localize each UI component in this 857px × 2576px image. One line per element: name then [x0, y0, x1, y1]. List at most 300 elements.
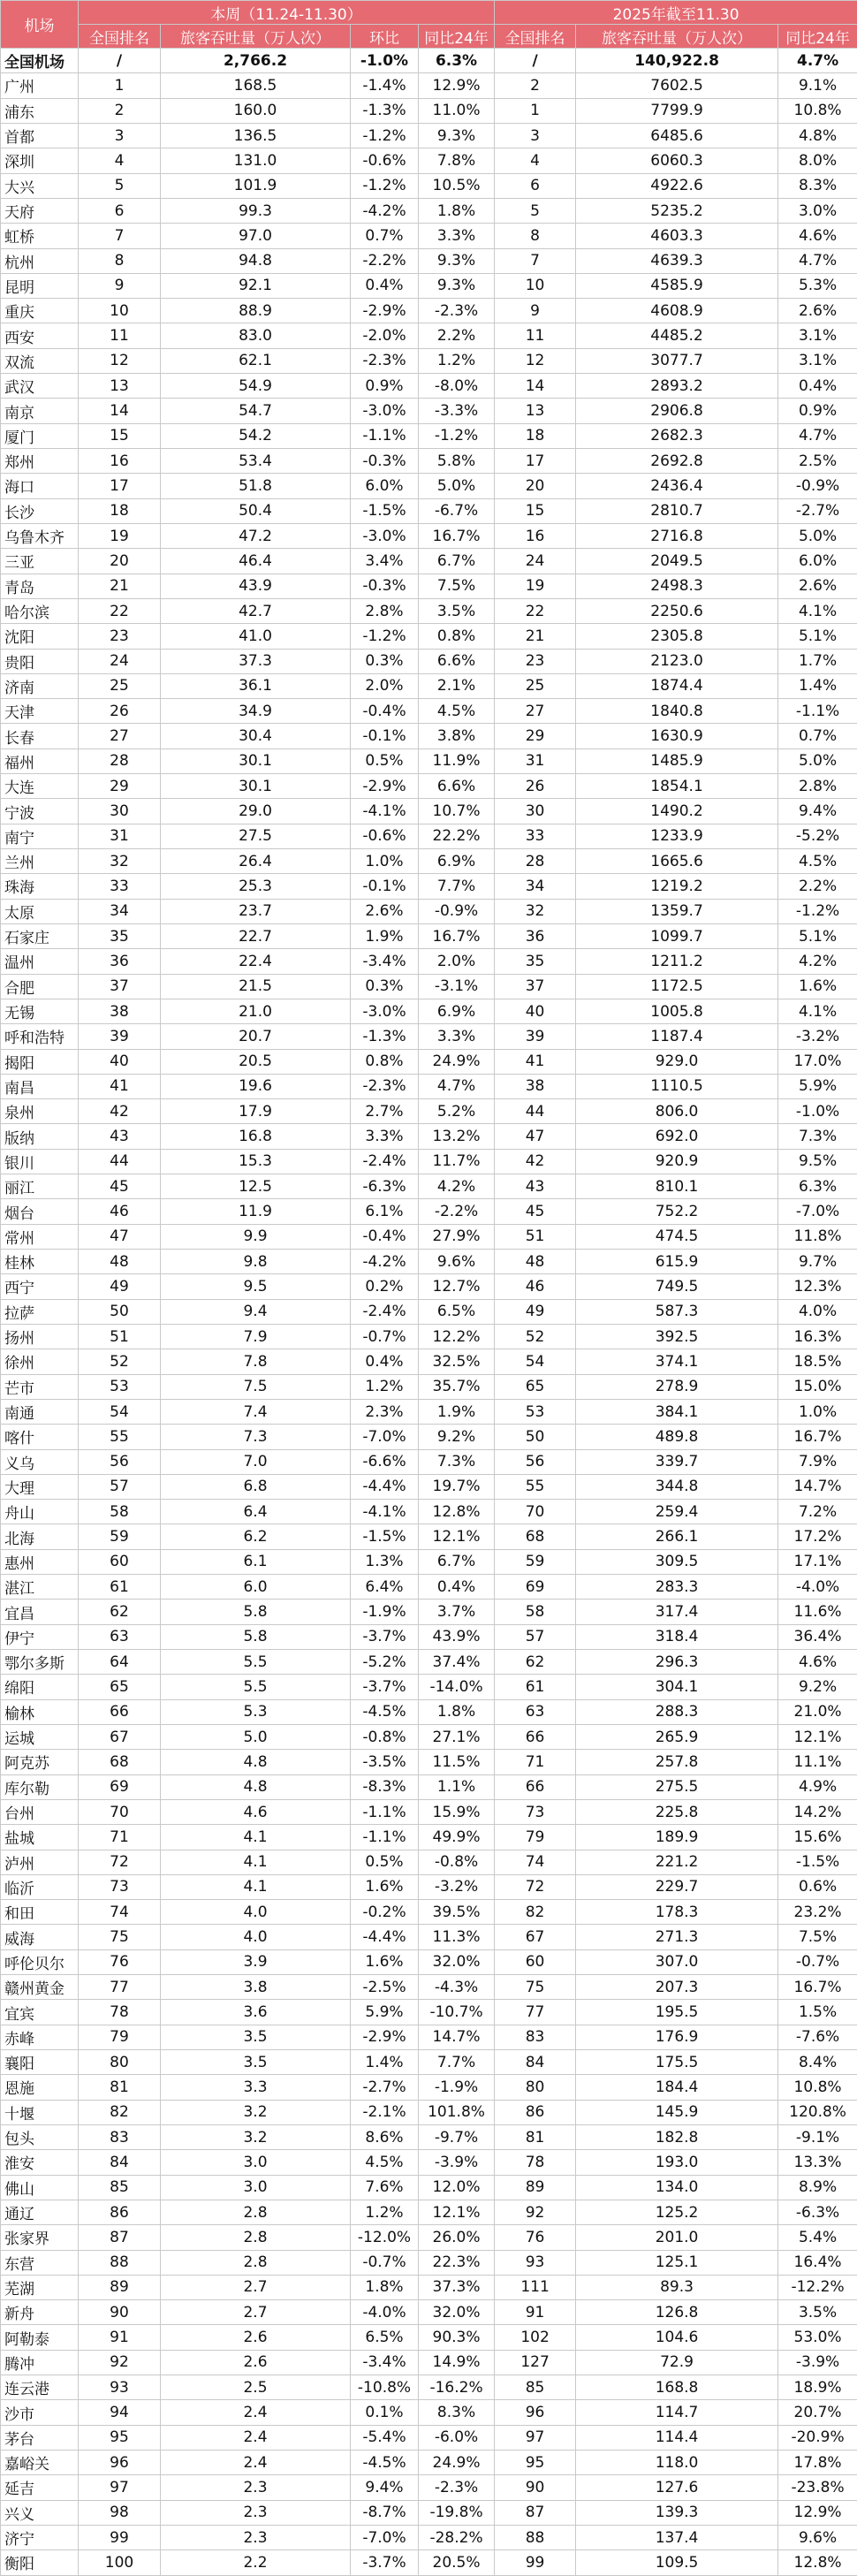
table-row — [1, 1349, 857, 1374]
table-row — [1, 2550, 857, 2575]
table-row — [1, 224, 857, 248]
week-yoy-cell: 1.2% — [419, 348, 495, 373]
week-wow-cell: -1.2% — [351, 123, 419, 148]
airport-name-cell: 芒市 — [1, 1374, 79, 1399]
ytd-yoy-cell: -2.7% — [778, 498, 857, 523]
table-row — [1, 1850, 857, 1874]
header-week-throughput: 旅客吞吐量（万人次） — [161, 25, 351, 49]
week-wow-cell: 1.6% — [351, 1949, 419, 1974]
week-wow-cell: -3.0% — [351, 399, 419, 423]
week-wow-cell: -7.0% — [351, 2525, 419, 2549]
airport-name-cell: 桂林 — [1, 1250, 79, 1274]
week-throughput-cell: 136.5 — [161, 123, 351, 148]
ytd-rank-cell: 66 — [495, 1724, 576, 1749]
ytd-yoy-cell: 5.1% — [778, 624, 857, 649]
ytd-throughput-cell: 317.4 — [576, 1600, 778, 1624]
week-rank-cell: 28 — [79, 748, 161, 773]
ytd-yoy-cell: -6.3% — [778, 2200, 857, 2224]
week-yoy-cell: 9.3% — [419, 123, 495, 148]
ytd-rank-cell: 3 — [495, 123, 576, 148]
airport-name-cell: 广州 — [1, 73, 79, 98]
ytd-rank-cell: 74 — [495, 1850, 576, 1874]
table-row — [1, 1724, 857, 1749]
airport-name-cell: 台州 — [1, 1799, 79, 1824]
ytd-rank-cell: 14 — [495, 374, 576, 399]
week-throughput-cell: 22.4 — [161, 949, 351, 974]
week-wow-cell: -2.9% — [351, 774, 419, 799]
week-throughput-cell: 7.4 — [161, 1399, 351, 1424]
ytd-throughput-cell: 2810.7 — [576, 498, 778, 523]
airport-name-cell: 绵阳 — [1, 1675, 79, 1699]
week-yoy-cell: 7.8% — [419, 148, 495, 173]
ytd-throughput-cell: 137.4 — [576, 2525, 778, 2549]
ytd-rank-cell: 53 — [495, 1399, 576, 1424]
ytd-throughput-cell: 139.3 — [576, 2500, 778, 2525]
airport-name-cell: 伊宁 — [1, 1624, 79, 1649]
ytd-yoy-cell: 0.4% — [778, 374, 857, 399]
ytd-throughput-cell: 615.9 — [576, 1250, 778, 1274]
week-rank-cell: 35 — [79, 923, 161, 948]
ytd-throughput-cell: 257.8 — [576, 1750, 778, 1774]
week-yoy-cell: -28.2% — [419, 2525, 495, 2549]
week-wow-cell: 9.4% — [351, 2475, 419, 2500]
ytd-rank-cell: 9 — [495, 299, 576, 323]
table-row — [1, 2275, 857, 2299]
week-rank-cell: 25 — [79, 673, 161, 698]
week-throughput-cell: 7.8 — [161, 1349, 351, 1374]
ytd-yoy-cell: 3.0% — [778, 198, 857, 223]
week-yoy-cell: -1.2% — [419, 423, 495, 448]
table-row — [1, 1274, 857, 1299]
airport-name-cell: 芜湖 — [1, 2275, 79, 2299]
table-row — [1, 1500, 857, 1524]
week-wow-cell: 1.2% — [351, 1374, 419, 1399]
table-row — [1, 2525, 857, 2549]
ytd-yoy-cell: 1.6% — [778, 974, 857, 999]
table-row — [1, 73, 857, 98]
ytd-throughput-cell: 296.3 — [576, 1650, 778, 1675]
table-row — [1, 2025, 857, 2049]
ytd-rank-cell: 127 — [495, 2350, 576, 2375]
week-wow-cell: 0.1% — [351, 2400, 419, 2425]
week-wow-cell: 2.7% — [351, 1099, 419, 1124]
table-row — [1, 1874, 857, 1899]
airport-name-cell: 南昌 — [1, 1074, 79, 1098]
week-throughput-cell: 2.4 — [161, 2451, 351, 2475]
airport-name-cell: 通辽 — [1, 2200, 79, 2224]
week-wow-cell: 5.9% — [351, 2000, 419, 2025]
ytd-throughput-cell: 374.1 — [576, 1349, 778, 1374]
airport-name-cell: 南宁 — [1, 824, 79, 848]
table-row — [1, 923, 857, 948]
ytd-throughput-cell: 1110.5 — [576, 1074, 778, 1098]
ytd-yoy-cell: 7.5% — [778, 1925, 857, 1949]
week-rank-cell: 15 — [79, 423, 161, 448]
week-throughput-cell: 6.4 — [161, 1500, 351, 1524]
ytd-throughput-cell: 182.8 — [576, 2124, 778, 2149]
week-rank-cell: 24 — [79, 649, 161, 673]
ytd-throughput-cell: 1187.4 — [576, 1024, 778, 1049]
week-wow-cell: -0.7% — [351, 2250, 419, 2275]
ytd-throughput-cell: 4608.9 — [576, 299, 778, 323]
airport-name-cell: 阿克苏 — [1, 1750, 79, 1774]
week-throughput-cell: 20.7 — [161, 1024, 351, 1049]
week-yoy-cell: -3.9% — [419, 2150, 495, 2175]
week-rank-cell: 91 — [79, 2325, 161, 2350]
table-row — [1, 1575, 857, 1600]
ytd-yoy-cell: 16.7% — [778, 1975, 857, 2000]
airport-name-cell: 扬州 — [1, 1324, 79, 1349]
table-row-total — [1, 49, 857, 73]
week-wow-cell: 2.8% — [351, 598, 419, 623]
week-throughput-cell: 2.8 — [161, 2225, 351, 2250]
ytd-yoy-cell: 0.9% — [778, 399, 857, 423]
ytd-throughput-cell: 339.7 — [576, 1449, 778, 1474]
airport-name-cell: 宜昌 — [1, 1600, 79, 1624]
week-rank-cell: 57 — [79, 1474, 161, 1499]
ytd-yoy-cell: 12.9% — [778, 2500, 857, 2525]
week-throughput-cell: 34.9 — [161, 699, 351, 724]
week-rank-cell: 29 — [79, 774, 161, 799]
ytd-rank-cell: 71 — [495, 1750, 576, 1774]
airport-name-cell: 佛山 — [1, 2175, 79, 2200]
airport-name-cell: 惠州 — [1, 1549, 79, 1574]
ytd-rank-cell: 67 — [495, 1925, 576, 1949]
ytd-throughput-cell: 125.1 — [576, 2250, 778, 2275]
week-wow-cell: -12.0% — [351, 2225, 419, 2250]
table-row — [1, 1374, 857, 1399]
week-rank-cell: 68 — [79, 1750, 161, 1774]
week-yoy-cell: -10.7% — [419, 2000, 495, 2025]
ytd-yoy-cell: 8.4% — [778, 2050, 857, 2075]
airport-name-cell: 西安 — [1, 323, 79, 348]
week-wow-cell: -1.2% — [351, 624, 419, 649]
week-wow-cell: -4.5% — [351, 1699, 419, 1724]
ytd-yoy-cell: 4.7% — [778, 248, 857, 273]
week-wow-cell: -0.1% — [351, 874, 419, 899]
ytd-throughput-cell: 2305.8 — [576, 624, 778, 649]
week-wow-cell: -3.0% — [351, 999, 419, 1023]
week-yoy-cell: 5.8% — [419, 449, 495, 474]
week-rank-cell: 93 — [79, 2375, 161, 2400]
ytd-throughput-cell: 259.4 — [576, 1500, 778, 1524]
ytd-yoy-cell: 9.7% — [778, 1250, 857, 1274]
week-rank-cell: 73 — [79, 1874, 161, 1899]
week-yoy-cell: 14.9% — [419, 2350, 495, 2375]
week-yoy-cell: 101.8% — [419, 2100, 495, 2124]
week-yoy-cell: -9.7% — [419, 2124, 495, 2149]
ytd-yoy-cell: 16.7% — [778, 1425, 857, 1449]
week-rank-cell: 56 — [79, 1449, 161, 1474]
week-throughput-cell: 4.1 — [161, 1850, 351, 1874]
week-throughput-cell: 3.2 — [161, 2124, 351, 2149]
week-rank-cell: 36 — [79, 949, 161, 974]
ytd-rank-cell: 41 — [495, 1049, 576, 1074]
table-row — [1, 1250, 857, 1274]
week-wow-cell: 0.3% — [351, 974, 419, 999]
ytd-yoy-cell: 12.8% — [778, 2550, 857, 2575]
ytd-throughput-cell: 221.2 — [576, 1850, 778, 1874]
airport-name-cell: 合肥 — [1, 974, 79, 999]
ytd-rank-cell: 17 — [495, 449, 576, 474]
table-row — [1, 98, 857, 123]
week-wow-cell: -0.3% — [351, 449, 419, 474]
ytd-rank-cell: 96 — [495, 2400, 576, 2425]
week-rank-cell: 42 — [79, 1099, 161, 1124]
week-yoy-cell: 3.7% — [419, 1600, 495, 1624]
ytd-rank-cell: 42 — [495, 1149, 576, 1174]
ytd-rank-cell: 26 — [495, 774, 576, 799]
airport-name-cell: 沈阳 — [1, 624, 79, 649]
ytd-rank-cell: 92 — [495, 2200, 576, 2224]
airport-name-cell: 拉萨 — [1, 1299, 79, 1324]
week-wow-cell: -0.4% — [351, 699, 419, 724]
week-yoy-cell: -14.0% — [419, 1675, 495, 1699]
airport-name-cell: 北海 — [1, 1524, 79, 1549]
week-rank-cell: 64 — [79, 1650, 161, 1675]
ytd-rank-cell: 8 — [495, 224, 576, 248]
ytd-yoy-cell: 4.2% — [778, 949, 857, 974]
week-yoy-cell: 20.5% — [419, 2550, 495, 2575]
week-yoy-cell: 3.3% — [419, 1024, 495, 1049]
table-row — [1, 1299, 857, 1324]
ytd-rank-cell: 44 — [495, 1099, 576, 1124]
week-rank-cell: 46 — [79, 1199, 161, 1224]
week-throughput-cell: 5.0 — [161, 1724, 351, 1749]
ytd-throughput-cell: 2049.5 — [576, 549, 778, 574]
week-yoy-cell: 24.9% — [419, 1049, 495, 1074]
week-throughput-cell: 9.8 — [161, 1250, 351, 1274]
airport-name-cell: 版纳 — [1, 1124, 79, 1149]
ytd-yoy-cell: 7.3% — [778, 1124, 857, 1149]
header-week-rank: 全国排名 — [79, 25, 161, 49]
ytd-throughput-cell: 1630.9 — [576, 724, 778, 748]
airport-name-cell: 兰州 — [1, 849, 79, 874]
week-throughput-cell: 2.6 — [161, 2350, 351, 2375]
ytd-yoy-cell: 53.0% — [778, 2325, 857, 2350]
week-wow-cell: -0.4% — [351, 1224, 419, 1249]
airport-name-cell: 银川 — [1, 1149, 79, 1174]
ytd-yoy-cell: 1.5% — [778, 2000, 857, 2025]
week-throughput-cell: 37.3 — [161, 649, 351, 673]
week-throughput-cell: 9.5 — [161, 1274, 351, 1299]
airport-name-cell: 大理 — [1, 1474, 79, 1499]
airport-name-cell: 茅台 — [1, 2425, 79, 2450]
week-rank-cell: 21 — [79, 574, 161, 598]
week-wow-cell: -2.7% — [351, 2075, 419, 2100]
week-wow-cell: -0.6% — [351, 148, 419, 173]
week-yoy-cell: 7.7% — [419, 874, 495, 899]
ytd-throughput-cell: 195.5 — [576, 2000, 778, 2025]
week-rank-cell: 30 — [79, 799, 161, 824]
week-rank-cell: 66 — [79, 1699, 161, 1724]
week-wow-cell: -4.1% — [351, 799, 419, 824]
table-row — [1, 1074, 857, 1098]
week-throughput-cell: 3.6 — [161, 2000, 351, 2025]
table-row — [1, 2150, 857, 2175]
ytd-throughput-cell: 2123.0 — [576, 649, 778, 673]
week-throughput-cell: 2.2 — [161, 2550, 351, 2575]
week-throughput-cell: 3.2 — [161, 2100, 351, 2124]
week-wow-cell: 1.9% — [351, 923, 419, 948]
week-throughput-cell: 4.1 — [161, 1874, 351, 1899]
week-throughput-cell: 99.3 — [161, 198, 351, 223]
airport-name-cell: 常州 — [1, 1224, 79, 1249]
airport-name-cell: 淮安 — [1, 2150, 79, 2175]
week-wow-cell: 0.9% — [351, 374, 419, 399]
ytd-rank-cell: 15 — [495, 498, 576, 523]
ytd-yoy-cell: 4.6% — [778, 224, 857, 248]
airport-name-cell: 三亚 — [1, 549, 79, 574]
airport-name-cell: 济宁 — [1, 2525, 79, 2549]
week-wow-cell: -2.3% — [351, 348, 419, 373]
ytd-yoy-cell: -7.0% — [778, 1199, 857, 1224]
week-rank-cell: 14 — [79, 399, 161, 423]
ytd-yoy-cell: 17.0% — [778, 1049, 857, 1074]
week-rank-cell: 99 — [79, 2525, 161, 2549]
week-rank-cell: 86 — [79, 2200, 161, 2224]
ytd-rank-cell: 83 — [495, 2025, 576, 2049]
airport-name-cell: 阿勒泰 — [1, 2325, 79, 2350]
ytd-throughput-cell: 193.0 — [576, 2150, 778, 2175]
airport-name-cell: 库尔勒 — [1, 1774, 79, 1799]
ytd-rank-cell: 39 — [495, 1024, 576, 1049]
ytd-rank-cell: 7 — [495, 248, 576, 273]
ytd-throughput-cell: 7799.9 — [576, 98, 778, 123]
week-yoy-cell: 22.3% — [419, 2250, 495, 2275]
table-row — [1, 299, 857, 323]
week-wow-cell: 3.3% — [351, 1124, 419, 1149]
ytd-throughput-cell: 1099.7 — [576, 923, 778, 948]
airport-name-cell: 昆明 — [1, 273, 79, 298]
week-rank-cell: 18 — [79, 498, 161, 523]
airport-name-cell: 天府 — [1, 198, 79, 223]
table-row — [1, 1750, 857, 1774]
week-wow-cell: 2.3% — [351, 1399, 419, 1424]
week-rank-cell: 96 — [79, 2451, 161, 2475]
airport-name-cell: 恩施 — [1, 2075, 79, 2100]
ytd-yoy-cell: 7.9% — [778, 1449, 857, 1474]
ytd-rank-cell: 12 — [495, 348, 576, 373]
table-row — [1, 624, 857, 649]
week-yoy-cell: 4.7% — [419, 1074, 495, 1098]
ytd-throughput-cell: 127.6 — [576, 2475, 778, 2500]
ytd-yoy-cell: 2.8% — [778, 774, 857, 799]
week-throughput-cell: 30.4 — [161, 724, 351, 748]
airport-name-cell: 双流 — [1, 348, 79, 373]
week-rank-cell: 60 — [79, 1549, 161, 1574]
ytd-throughput-cell: 7602.5 — [576, 73, 778, 98]
airport-name-cell: 泸州 — [1, 1850, 79, 1874]
table-row — [1, 1549, 857, 1574]
ytd-throughput-cell: 229.7 — [576, 1874, 778, 1899]
ytd-rank-cell: 22 — [495, 598, 576, 623]
week-throughput-cell: 4.8 — [161, 1750, 351, 1774]
week-throughput-cell: 2.7 — [161, 2300, 351, 2325]
week-throughput-cell: 131.0 — [161, 148, 351, 173]
week-wow-cell: 3.4% — [351, 549, 419, 574]
ytd-yoy-cell: 2.5% — [778, 449, 857, 474]
ytd-rank-cell: 97 — [495, 2425, 576, 2450]
ytd-rank-cell: 11 — [495, 323, 576, 348]
ytd-rank-cell: 76 — [495, 2225, 576, 2250]
ytd-yoy-cell: 20.7% — [778, 2400, 857, 2425]
week-wow-cell: -5.2% — [351, 1650, 419, 1675]
week-rank-cell: 48 — [79, 1250, 161, 1274]
week-throughput-cell: 9.9 — [161, 1224, 351, 1249]
table-row — [1, 474, 857, 498]
week-yoy-cell: 8.3% — [419, 2400, 495, 2425]
table-row — [1, 999, 857, 1023]
ytd-rank-cell: 46 — [495, 1274, 576, 1299]
table-row — [1, 748, 857, 773]
week-rank-cell: 82 — [79, 2100, 161, 2124]
week-wow-cell: -2.9% — [351, 299, 419, 323]
ytd-throughput-cell: 304.1 — [576, 1675, 778, 1699]
ytd-throughput-cell: 1874.4 — [576, 673, 778, 698]
week-throughput-cell: 4.8 — [161, 1774, 351, 1799]
table-row — [1, 348, 857, 373]
ytd-yoy-cell: 21.0% — [778, 1699, 857, 1724]
ytd-rank-cell: 33 — [495, 824, 576, 848]
table-row — [1, 549, 857, 574]
ytd-rank-cell: 89 — [495, 2175, 576, 2200]
airport-name-cell: 长春 — [1, 724, 79, 748]
table-row — [1, 2475, 857, 2500]
ytd-throughput-cell: 2893.2 — [576, 374, 778, 399]
table-row — [1, 523, 857, 548]
week-wow-cell: 8.6% — [351, 2124, 419, 2149]
week-throughput-cell: 2.3 — [161, 2475, 351, 2500]
week-wow-cell: -2.0% — [351, 323, 419, 348]
week-wow-cell: 1.4% — [351, 2050, 419, 2075]
table-row — [1, 799, 857, 824]
week-rank-cell: 94 — [79, 2400, 161, 2425]
week-rank-cell: 58 — [79, 1500, 161, 1524]
week-yoy-cell: 9.3% — [419, 273, 495, 298]
ytd-rank-cell: 37 — [495, 974, 576, 999]
week-rank-cell: 84 — [79, 2150, 161, 2175]
week-yoy-cell: -3.1% — [419, 974, 495, 999]
week-yoy-cell: 27.1% — [419, 1724, 495, 1749]
week-throughput-cell: 92.1 — [161, 273, 351, 298]
airport-name-cell: 福州 — [1, 748, 79, 773]
week-yoy-cell: 12.1% — [419, 2200, 495, 2224]
week-wow-cell: 1.8% — [351, 2275, 419, 2299]
week-rank-cell: 98 — [79, 2500, 161, 2525]
week-throughput-cell: 54.9 — [161, 374, 351, 399]
table-row — [1, 2175, 857, 2200]
week-throughput-cell: 4.6 — [161, 1799, 351, 1824]
header-week-group: 本周（11.24-11.30） — [79, 1, 495, 25]
ytd-rank-cell: 63 — [495, 1699, 576, 1724]
week-throughput-cell: 97.0 — [161, 224, 351, 248]
ytd-rank-cell: 93 — [495, 2250, 576, 2275]
week-wow-cell: 0.5% — [351, 1850, 419, 1874]
airport-name-cell: 青岛 — [1, 574, 79, 598]
ytd-rank-cell: 56 — [495, 1449, 576, 1474]
week-rank-cell: 44 — [79, 1149, 161, 1174]
ytd-throughput-cell: 140,922.8 — [576, 49, 778, 73]
airport-name-cell: 徐州 — [1, 1349, 79, 1374]
ytd-throughput-cell: 207.3 — [576, 1975, 778, 2000]
week-throughput-cell: 22.7 — [161, 923, 351, 948]
ytd-yoy-cell: -5.2% — [778, 824, 857, 848]
table-row — [1, 273, 857, 298]
ytd-throughput-cell: 6485.6 — [576, 123, 778, 148]
week-throughput-cell: 5.8 — [161, 1600, 351, 1624]
ytd-rank-cell: 99 — [495, 2550, 576, 2575]
